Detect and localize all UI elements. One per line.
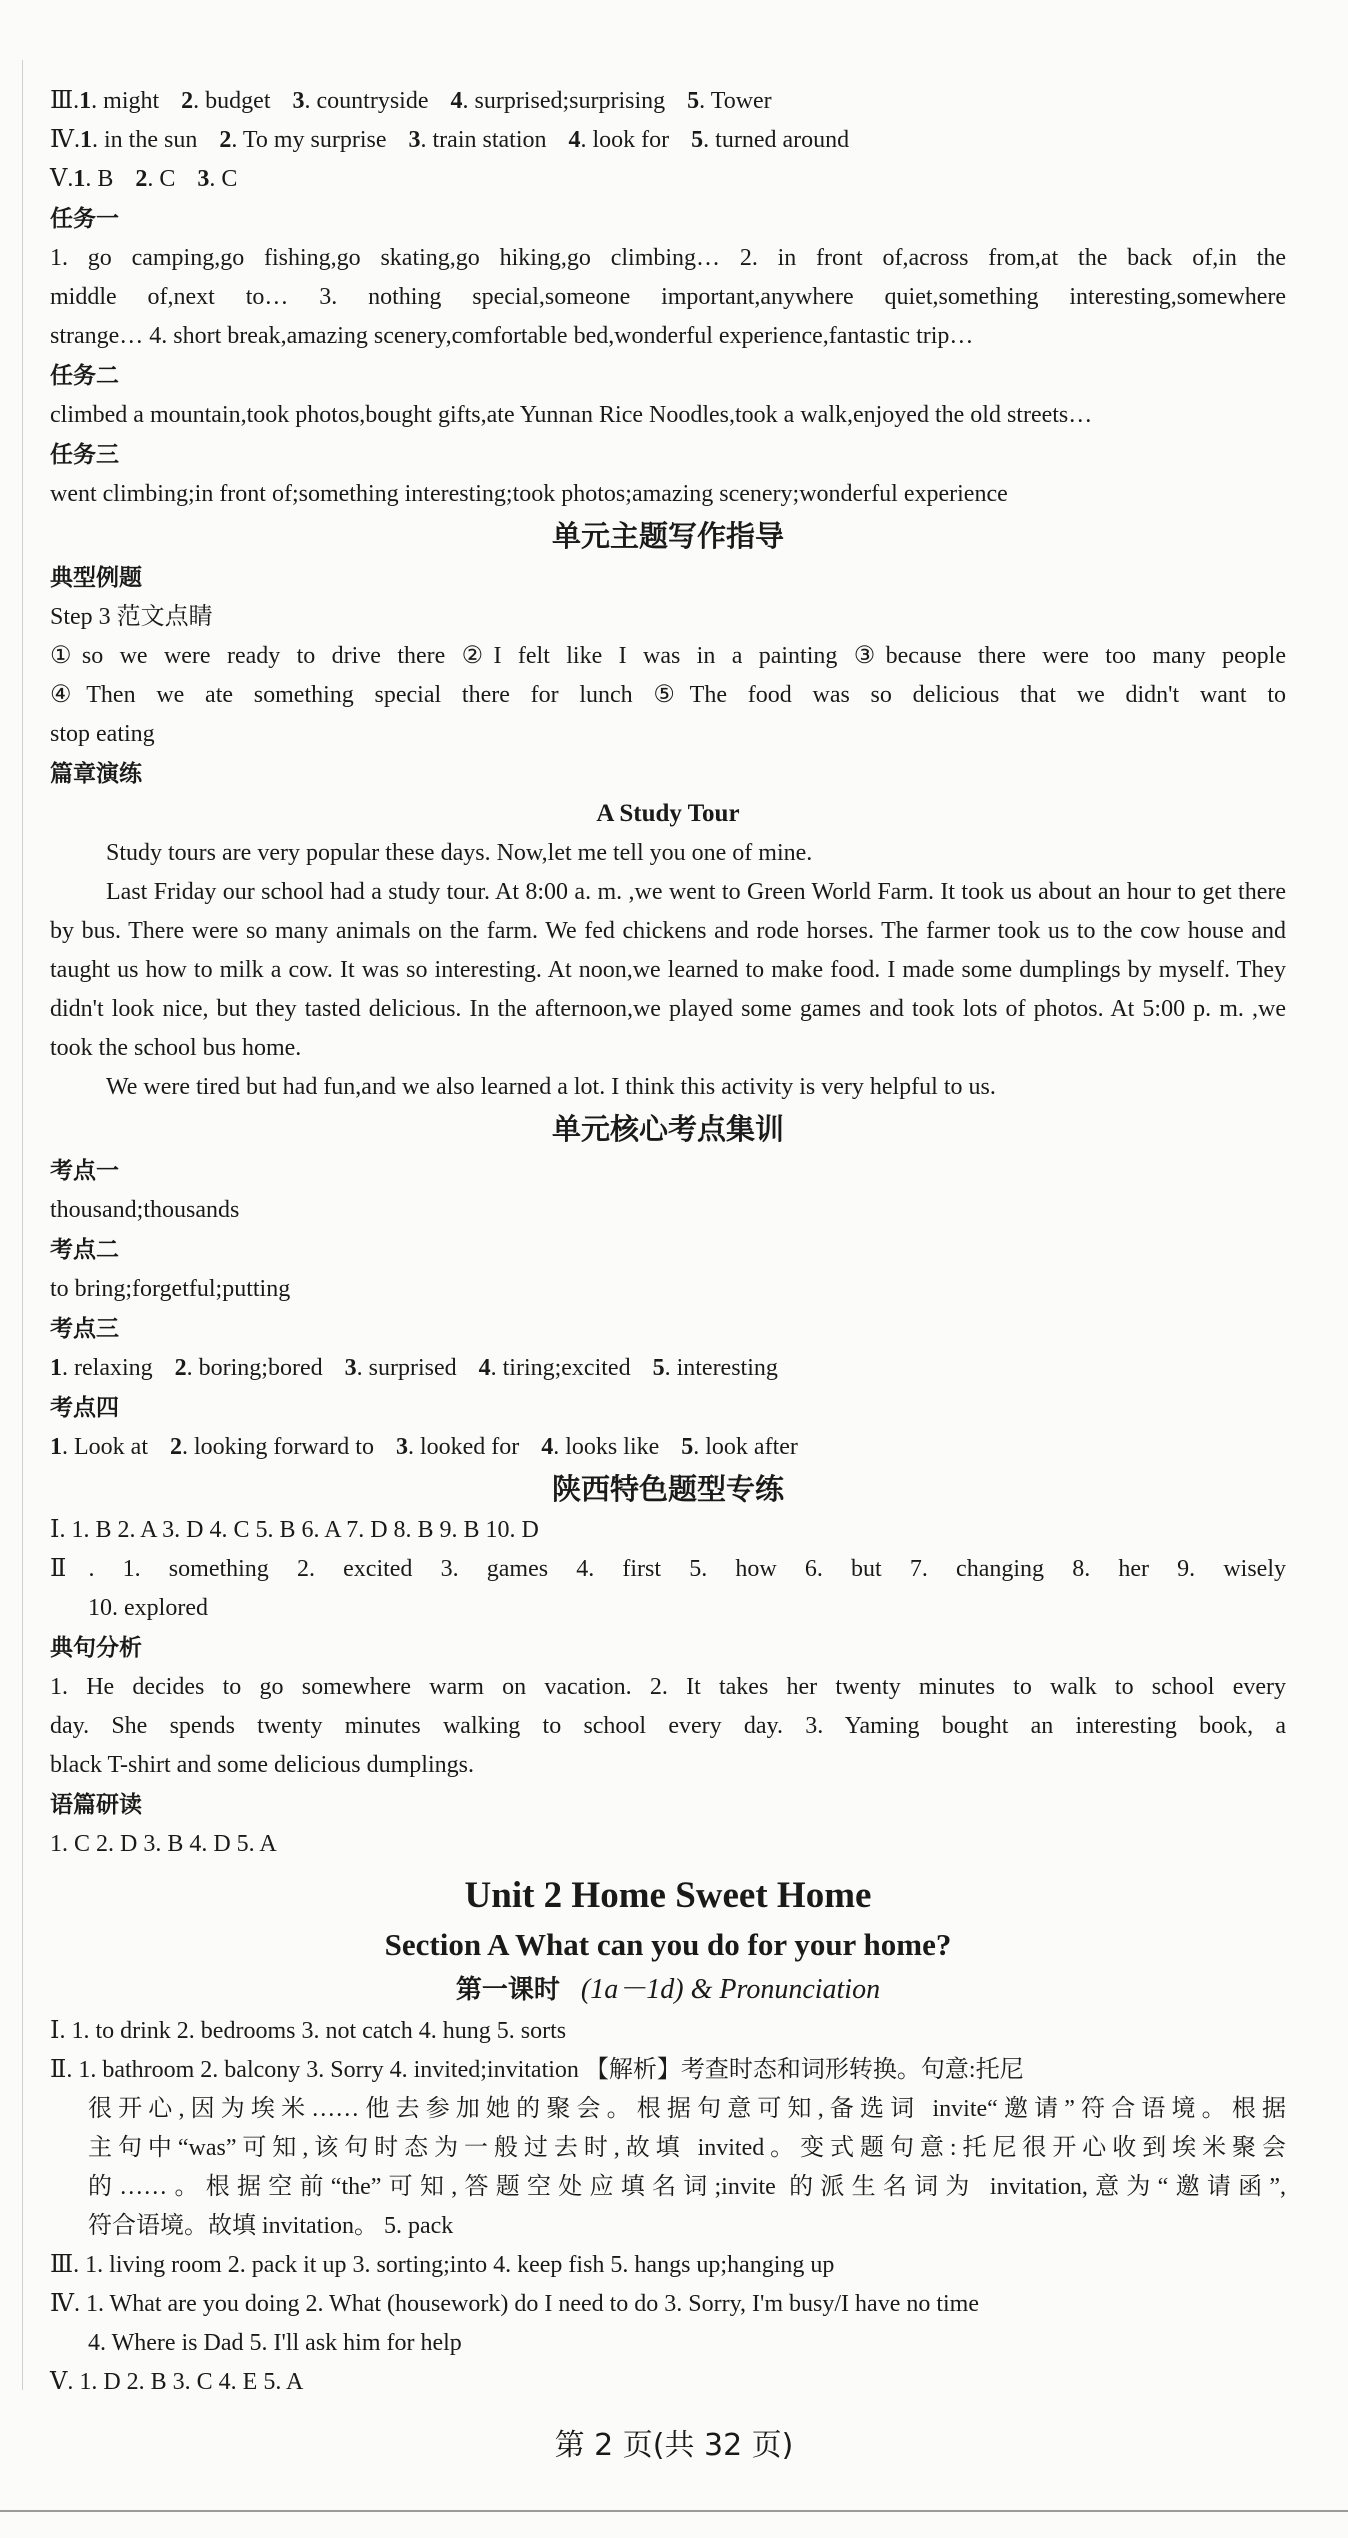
task3-line: went climbing;in front of;something interesting;took photos;amazing scenery;wonderful experience xyxy=(50,481,1008,507)
model-line: ①so we were ready to drive there ②I felt like I was in a painting ③because there were too many people xyxy=(50,643,1286,669)
reading-answers: 1. C 2. D 3. B 4. D 5. A xyxy=(50,1831,277,1857)
unit2-v: Ⅴ. 1. D 2. B 3. C 4. E 5. A xyxy=(50,2369,304,2395)
unit2-ii-cont: 主句中“was”可知,该句时态为一般过去时,故填 invited。变式题句意:托尼很开心收到埃米聚会 xyxy=(88,2135,1286,2161)
unit-title: Unit 2 Home Sweet Home xyxy=(464,1875,872,1916)
bottom-rule xyxy=(0,2510,1348,2512)
task1-line: strange… 4. short break,amazing scenery,comfortable bed,wonderful experience,fantastic trip… xyxy=(50,323,974,349)
task3-heading: 任务三 xyxy=(50,442,119,468)
unit2-ii-cont: 很开心,因为埃米……他去参加她的聚会。根据句意可知,备选词 invite“邀请”符合语境。根据 xyxy=(88,2096,1286,2122)
point-heading: 考点一 xyxy=(50,1158,119,1184)
essay-paragraph: Last Friday our school had a study tour. At 8:00 a. m. ,we went to Green World Farm. It took us about an hour to get there by bus. There were so many animals on the farm. We fed chickens and rode horses. The farmer took us to the cow house and taught us how to milk a cow. It was so interesting. At noon,we learned to make food. I made some dumplings by myself. They didn't look nice, but they tasted delicious. In the afternoon,we played some games and took lots of photos. At 5:00 p. m. ,we took the school bus home. xyxy=(50,879,1286,1061)
point-heading: 考点四 xyxy=(50,1395,119,1421)
model-line: stop eating xyxy=(50,721,155,747)
sentence-line: black T-shirt and some delicious dumplings. xyxy=(50,1752,474,1778)
unit2-iii: Ⅲ. 1. living room 2. pack it up 3. sorting;into 4. keep fish 5. hangs up;hanging up xyxy=(50,2252,835,2278)
point-heading: 考点三 xyxy=(50,1316,119,1342)
essay-paragraph: Study tours are very popular these days. Now,let me tell you one of mine. xyxy=(106,840,813,866)
unit2-iv: Ⅳ. 1. What are you doing 2. What (housework) do I need to do 3. Sorry, I'm busy/I have no time xyxy=(50,2291,980,2317)
answer-line-iii: Ⅲ.1. might 2. budget 3. countryside 4. surprised;surprising 5. Tower xyxy=(50,88,772,114)
model-line: ④Then we ate something special there for lunch ⑤The food was so delicious that we didn't want to xyxy=(50,682,1286,708)
practice-heading: 篇章演练 xyxy=(50,761,142,787)
essay-title: A Study Tour xyxy=(596,800,740,827)
task1-line: middle of,next to… 3. nothing special,someone important,anywhere quiet,something interesting,somewhere xyxy=(50,284,1286,310)
point-answer: 1. Look at 2. looking forward to 3. looked for 4. looks like 5. look after xyxy=(50,1434,798,1460)
unit2-ii-cont: 符合语境。故填 invitation。 5. pack xyxy=(88,2213,454,2239)
point-answer: 1. relaxing 2. boring;bored 3. surprised 4. tiring;excited 5. interesting xyxy=(50,1355,778,1381)
sentence-heading: 典句分析 xyxy=(50,1635,142,1661)
shaanxi-ii-cont: 10. explored xyxy=(88,1595,208,1621)
unit2-i: Ⅰ. 1. to drink 2. bedrooms 3. not catch 4. hung 5. sorts xyxy=(50,2018,567,2044)
point-answer: thousand;thousands xyxy=(50,1197,240,1223)
shaanxi-ii: Ⅱ. 1. something 2. excited 3. games 4. first 5. how 6. but 7. changing 8. her 9. wisely xyxy=(50,1556,1286,1582)
step-label: Step 3 范文点睛 xyxy=(50,604,213,630)
task1-heading: 任务一 xyxy=(50,206,119,232)
reading-heading: 语篇研读 xyxy=(50,1792,142,1818)
answer-line-iv: Ⅳ.1. in the sun 2. To my surprise 3. train station 4. look for 5. turned around xyxy=(50,127,850,153)
answer-line-v: Ⅴ.1. B 2. C 3. C xyxy=(50,166,238,192)
sentence-line: day. She spends twenty minutes walking to school every day. 3. Yaming bought an interesting book, a xyxy=(50,1713,1286,1739)
shaanxi-title: 陕西特色题型专练 xyxy=(551,1472,784,1506)
point-answer: to bring;forgetful;putting xyxy=(50,1276,291,1302)
task2-heading: 任务二 xyxy=(50,363,119,389)
section-title: Section A What can you do for your home? xyxy=(384,1927,952,1962)
task2-line: climbed a mountain,took photos,bought gifts,ate Yunnan Rice Noodles,took a walk,enjoyed the old streets… xyxy=(50,402,1093,428)
writing-guide-title: 单元主题写作指导 xyxy=(551,519,784,553)
shaanxi-i: Ⅰ. 1. B 2. A 3. D 4. C 5. B 6. A 7. D 8. B 9. B 10. D xyxy=(50,1517,539,1543)
answer-page xyxy=(50,82,1286,2402)
lesson-title: 第一课时 (1a－1d) & Pronunciation xyxy=(455,1974,881,2005)
essay-paragraph: We were tired but had fun,and we also learned a lot. I think this activity is very helpful to us. xyxy=(106,1074,996,1100)
sentence-line: 1. He decides to go somewhere warm on vacation. 2. It takes her twenty minutes to walk to school every xyxy=(50,1674,1286,1700)
unit2-iv-cont: 4. Where is Dad 5. I'll ask him for help xyxy=(88,2330,462,2356)
core-points-title: 单元核心考点集训 xyxy=(551,1112,784,1146)
task1-line: 1. go camping,go fishing,go skating,go hiking,go climbing… 2. in front of,across from,at the back of,in the xyxy=(50,245,1286,271)
unit2-ii: Ⅱ. 1. bathroom 2. balcony 3. Sorry 4. invited;invitation 【解析】考查时态和词形转换。句意:托尼 xyxy=(50,2057,1024,2083)
page-footer: 第 2 页(共 32 页) xyxy=(554,2428,794,2463)
unit2-ii-cont: 的……。根据空前“the”可知,答题空处应填名词;invite 的派生名词为 invitation,意为“邀请函”, xyxy=(88,2174,1286,2200)
example-heading: 典型例题 xyxy=(50,565,142,591)
point-heading: 考点二 xyxy=(50,1237,119,1263)
margin-rule xyxy=(22,60,23,2390)
